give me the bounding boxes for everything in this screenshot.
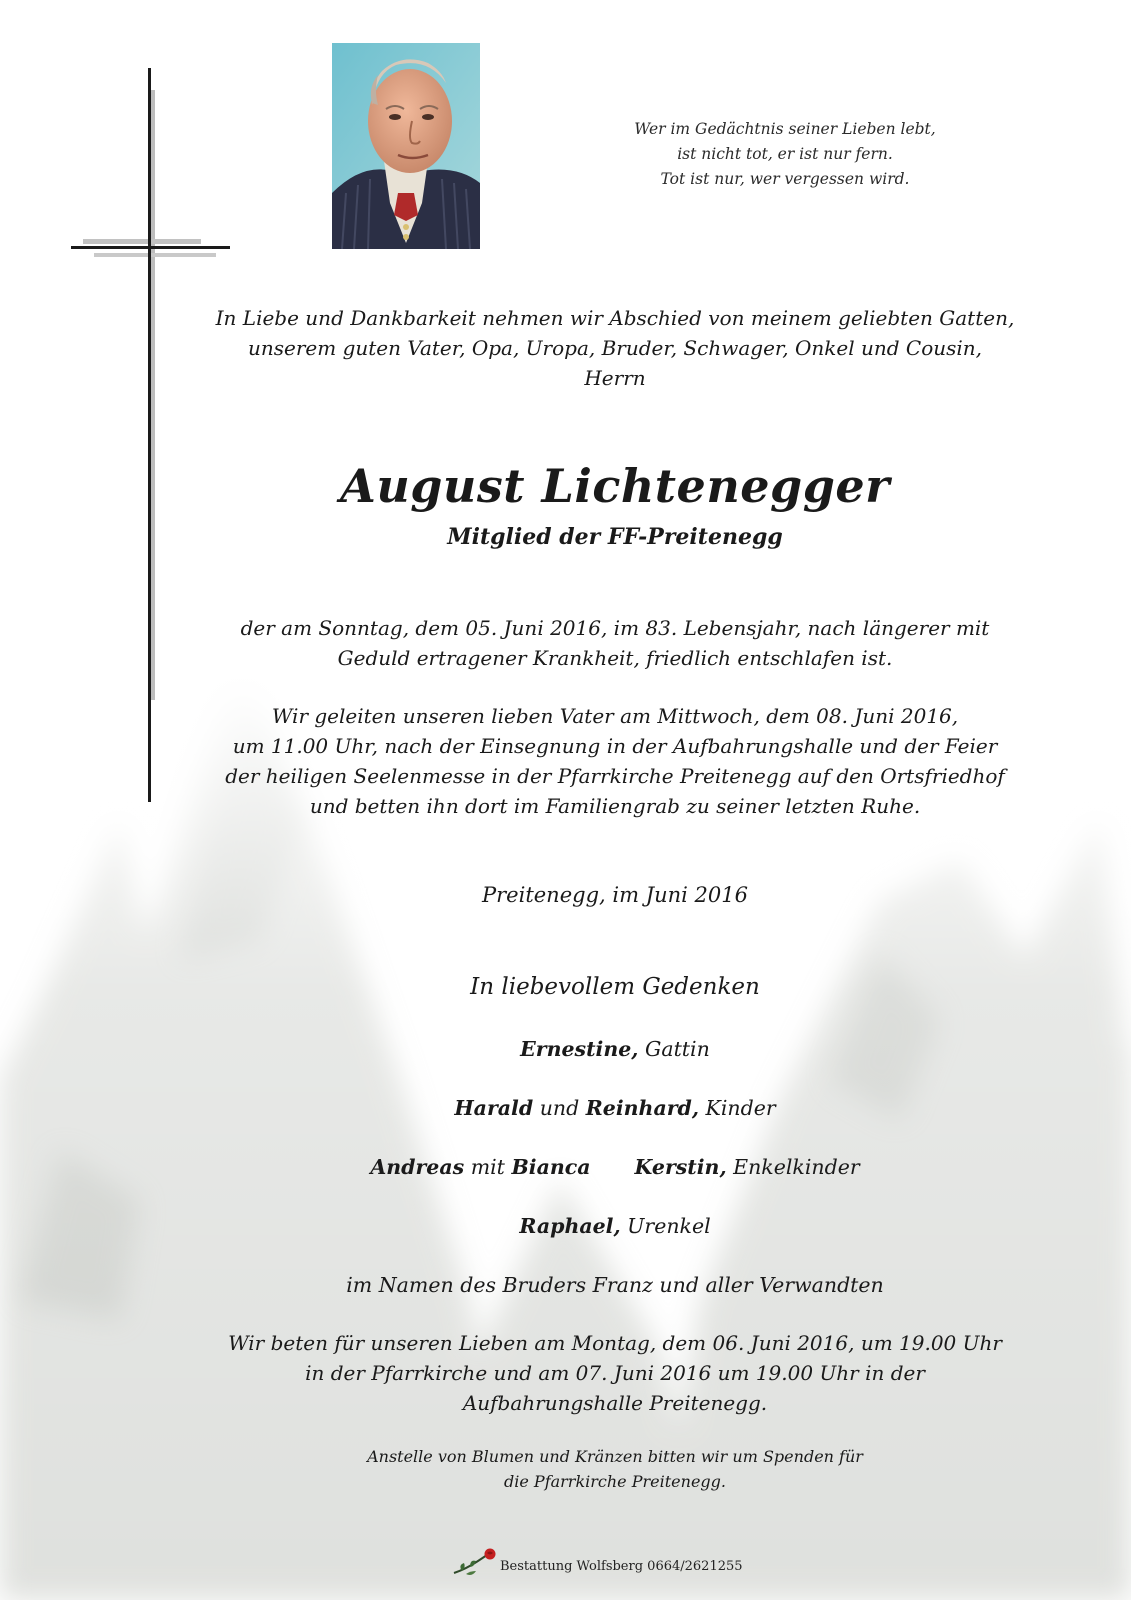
funeral-details	[180, 701, 1050, 821]
family-children	[180, 1093, 1050, 1123]
family-grandchildren	[180, 1152, 1050, 1182]
children-role: Kinder	[705, 1096, 776, 1120]
cross-icon	[0, 0, 260, 820]
funeral-line: um 11.00 Uhr, nach der Einsegnung in der Aufbahrungshalle und der Feier	[232, 734, 998, 758]
quote-line: ist nicht tot, er ist nur fern.	[677, 145, 893, 163]
farewell-intro	[180, 303, 1050, 393]
grandchild-name: Andreas	[370, 1155, 465, 1179]
funeral-home-footer	[452, 1547, 792, 1579]
intro-line: In Liebe und Dankbarkeit nehmen wir Abschied von meinem geliebten Gatten,	[215, 306, 1015, 330]
family-others: im Namen des Bruders Franz und aller Verwandten	[346, 1273, 884, 1297]
quote-line: Tot ist nur, wer vergessen wird.	[660, 170, 910, 188]
grandchildren-role: Enkelkinder	[733, 1155, 860, 1179]
intro-line: Herrn	[584, 366, 646, 390]
deceased-name: August Lichtenegger	[340, 459, 890, 513]
funeral-home-contact: Bestattung Wolfsberg 0664/2621255	[500, 1559, 743, 1574]
family-spouse	[180, 1034, 1050, 1064]
prayer-notice	[180, 1328, 1050, 1418]
memorial-quote	[560, 117, 1010, 192]
rose-icon	[452, 1547, 498, 1579]
child-name: Reinhard,	[585, 1096, 699, 1120]
intro-line: unserem guten Vater, Opa, Uropa, Bruder, Schwager, Onkel und Cousin,	[247, 336, 983, 360]
passing-line: der am Sonntag, dem 05. Juni 2016, im 83. Lebensjahr, nach längerer mit	[240, 616, 990, 640]
donation-line: die Pfarrkirche Preitenegg.	[504, 1472, 726, 1491]
portrait-photo	[332, 43, 480, 249]
greatgrandchild-role: Urenkel	[627, 1214, 711, 1238]
greatgrandchild-name: Raphael,	[519, 1214, 621, 1238]
passing-notice	[180, 613, 1050, 673]
donation-line: Anstelle von Blumen und Kränzen bitten wir um Spenden für	[367, 1447, 863, 1466]
funeral-line: und betten ihn dort im Familiengrab zu seiner letzten Ruhe.	[309, 794, 921, 818]
prayer-line: Aufbahrungshalle Preitenegg.	[462, 1391, 768, 1415]
child-name: Harald	[454, 1096, 534, 1120]
connector-text: und	[539, 1096, 580, 1120]
grandchild-partner-name: Bianca	[511, 1155, 591, 1179]
quote-line: Wer im Gedächtnis seiner Lieben lebt,	[634, 120, 936, 138]
connector-text: mit	[470, 1155, 505, 1179]
spouse-name: Ernestine,	[520, 1037, 639, 1061]
prayer-line: in der Pfarrkirche und am 07. Juni 2016 um 19.00 Uhr in der	[305, 1361, 925, 1385]
prayer-line: Wir beten für unseren Lieben am Montag, dem 06. Juni 2016, um 19.00 Uhr	[228, 1331, 1002, 1355]
spouse-role: Gattin	[644, 1037, 710, 1061]
passing-line: Geduld ertragener Krankheit, friedlich entschlafen ist.	[337, 646, 893, 670]
grandchild-name: Kerstin,	[634, 1155, 727, 1179]
donation-request	[180, 1444, 1050, 1494]
family-greatgrandchild	[180, 1211, 1050, 1241]
memory-heading: In liebevollem Gedenken	[470, 974, 760, 1000]
deceased-role: Mitglied der FF-Preitenegg	[447, 524, 783, 550]
funeral-line: der heiligen Seelenmesse in der Pfarrkirche Preitenegg auf den Ortsfriedhof	[225, 764, 1005, 788]
funeral-line: Wir geleiten unseren lieben Vater am Mittwoch, dem 08. Juni 2016,	[271, 704, 959, 728]
place-date: Preitenegg, im Juni 2016	[482, 883, 748, 907]
